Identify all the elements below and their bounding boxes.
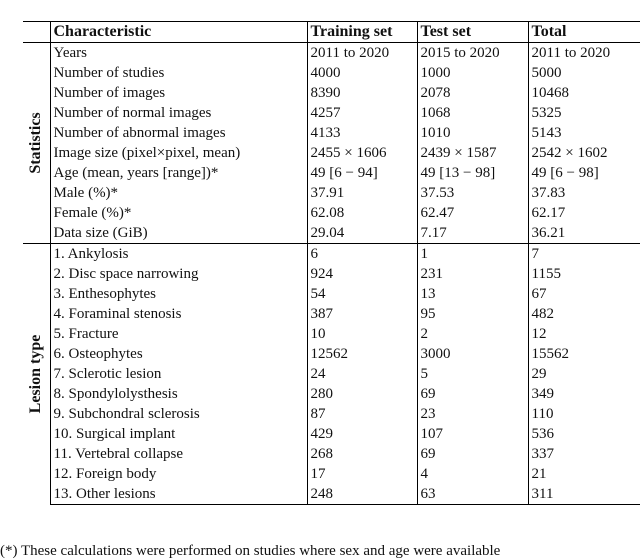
total-cell: 337 — [528, 444, 640, 464]
header-row — [23, 22, 640, 43]
test-set-cell: 3000 — [417, 344, 528, 364]
test-set-cell: 37.53 — [417, 183, 528, 203]
table-row — [23, 244, 640, 265]
table-row — [23, 364, 640, 384]
characteristic-cell: Number of normal images — [50, 103, 307, 123]
total-cell: 2542 × 1602 — [528, 143, 640, 163]
header-total: Total — [528, 22, 640, 43]
characteristic-cell: Number of abnormal images — [50, 123, 307, 143]
header-training-set: Training set — [307, 22, 417, 43]
training-set-cell: 49 [6 − 94] — [307, 163, 417, 183]
total-cell: 12 — [528, 324, 640, 344]
test-set-cell: 2015 to 2020 — [417, 43, 528, 64]
total-cell: 482 — [528, 304, 640, 324]
training-set-cell: 387 — [307, 304, 417, 324]
table-row — [23, 344, 640, 364]
characteristic-cell: 10. Surgical implant — [50, 424, 307, 444]
training-set-cell: 6 — [307, 244, 417, 265]
training-set-cell: 54 — [307, 284, 417, 304]
test-set-cell: 5 — [417, 364, 528, 384]
header-test-set: Test set — [417, 22, 528, 43]
training-set-cell: 248 — [307, 484, 417, 505]
characteristic-cell: Number of images — [50, 83, 307, 103]
test-set-cell: 231 — [417, 264, 528, 284]
total-cell: 49 [6 − 98] — [528, 163, 640, 183]
test-set-cell: 2 — [417, 324, 528, 344]
training-set-cell: 17 — [307, 464, 417, 484]
test-set-cell: 1010 — [417, 123, 528, 143]
table-row — [23, 484, 640, 505]
table-row — [23, 103, 640, 123]
training-set-cell: 280 — [307, 384, 417, 404]
total-cell: 110 — [528, 404, 640, 424]
training-set-cell: 8390 — [307, 83, 417, 103]
group-label: Lesion type — [27, 334, 45, 414]
characteristic-cell: Image size (pixel×pixel, mean) — [50, 143, 307, 163]
test-set-cell: 107 — [417, 424, 528, 444]
characteristic-cell: 5. Fracture — [50, 324, 307, 344]
test-set-cell: 7.17 — [417, 223, 528, 244]
table-row — [23, 83, 640, 103]
table-row — [23, 43, 640, 64]
test-set-cell: 69 — [417, 444, 528, 464]
dataset-statistics-table — [23, 21, 640, 505]
characteristic-cell: 11. Vertebral collapse — [50, 444, 307, 464]
table-row — [23, 404, 640, 424]
characteristic-cell: Age (mean, years [range])* — [50, 163, 307, 183]
group-label-cell — [23, 244, 50, 505]
characteristic-cell: 9. Subchondral sclerosis — [50, 404, 307, 424]
test-set-cell: 62.47 — [417, 203, 528, 223]
training-set-cell: 4257 — [307, 103, 417, 123]
characteristic-cell: 13. Other lesions — [50, 484, 307, 505]
total-cell: 15562 — [528, 344, 640, 364]
group-label: Statistics — [27, 112, 45, 174]
total-cell: 5000 — [528, 63, 640, 83]
total-cell: 36.21 — [528, 223, 640, 244]
characteristic-cell: 8. Spondylolysthesis — [50, 384, 307, 404]
characteristic-cell: 3. Enthesophytes — [50, 284, 307, 304]
training-set-cell: 10 — [307, 324, 417, 344]
training-set-cell: 62.08 — [307, 203, 417, 223]
total-cell: 349 — [528, 384, 640, 404]
table-row — [23, 163, 640, 183]
total-cell: 29 — [528, 364, 640, 384]
training-set-cell: 87 — [307, 404, 417, 424]
characteristic-cell: 2. Disc space narrowing — [50, 264, 307, 284]
training-set-cell: 12562 — [307, 344, 417, 364]
test-set-cell: 63 — [417, 484, 528, 505]
characteristic-cell: Number of studies — [50, 63, 307, 83]
test-set-cell: 49 [13 − 98] — [417, 163, 528, 183]
table-row — [23, 143, 640, 163]
training-set-cell: 29.04 — [307, 223, 417, 244]
table-row — [23, 444, 640, 464]
characteristic-cell: Data size (GiB) — [50, 223, 307, 244]
test-set-cell: 2439 × 1587 — [417, 143, 528, 163]
total-cell: 536 — [528, 424, 640, 444]
training-set-cell: 924 — [307, 264, 417, 284]
table-row — [23, 324, 640, 344]
characteristic-cell: 1. Ankylosis — [50, 244, 307, 265]
total-cell: 311 — [528, 484, 640, 505]
table-row — [23, 203, 640, 223]
test-set-cell: 4 — [417, 464, 528, 484]
table-row — [23, 223, 640, 244]
training-set-cell: 268 — [307, 444, 417, 464]
training-set-cell: 2011 to 2020 — [307, 43, 417, 64]
total-cell: 62.17 — [528, 203, 640, 223]
group-label-cell — [23, 43, 50, 244]
total-cell: 7 — [528, 244, 640, 265]
table-row — [23, 464, 640, 484]
training-set-cell: 24 — [307, 364, 417, 384]
test-set-cell: 13 — [417, 284, 528, 304]
test-set-cell: 95 — [417, 304, 528, 324]
training-set-cell: 37.91 — [307, 183, 417, 203]
training-set-cell: 2455 × 1606 — [307, 143, 417, 163]
total-cell: 1155 — [528, 264, 640, 284]
group-header — [23, 22, 50, 43]
total-cell: 37.83 — [528, 183, 640, 203]
total-cell: 10468 — [528, 83, 640, 103]
table-row — [23, 63, 640, 83]
test-set-cell: 69 — [417, 384, 528, 404]
characteristic-cell: 4. Foraminal stenosis — [50, 304, 307, 324]
table-row — [23, 123, 640, 143]
table-row — [23, 284, 640, 304]
table-row — [23, 384, 640, 404]
header-characteristic: Characteristic — [50, 22, 307, 43]
test-set-cell: 1000 — [417, 63, 528, 83]
test-set-cell: 1068 — [417, 103, 528, 123]
characteristic-cell: Male (%)* — [50, 183, 307, 203]
test-set-cell: 1 — [417, 244, 528, 265]
total-cell: 2011 to 2020 — [528, 43, 640, 64]
characteristic-cell: 12. Foreign body — [50, 464, 307, 484]
total-cell: 21 — [528, 464, 640, 484]
test-set-cell: 2078 — [417, 83, 528, 103]
characteristic-cell: Female (%)* — [50, 203, 307, 223]
total-cell: 5325 — [528, 103, 640, 123]
table-row — [23, 304, 640, 324]
training-set-cell: 4000 — [307, 63, 417, 83]
characteristic-cell: 6. Osteophytes — [50, 344, 307, 364]
total-cell: 5143 — [528, 123, 640, 143]
characteristic-cell: 7. Sclerotic lesion — [50, 364, 307, 384]
characteristic-cell: Years — [50, 43, 307, 64]
footnote: (*) These calculations were performed on studies where sex and age were available — [0, 543, 501, 559]
table-row — [23, 264, 640, 284]
table-row — [23, 424, 640, 444]
training-set-cell: 4133 — [307, 123, 417, 143]
table-row — [23, 183, 640, 203]
test-set-cell: 23 — [417, 404, 528, 424]
total-cell: 67 — [528, 284, 640, 304]
training-set-cell: 429 — [307, 424, 417, 444]
